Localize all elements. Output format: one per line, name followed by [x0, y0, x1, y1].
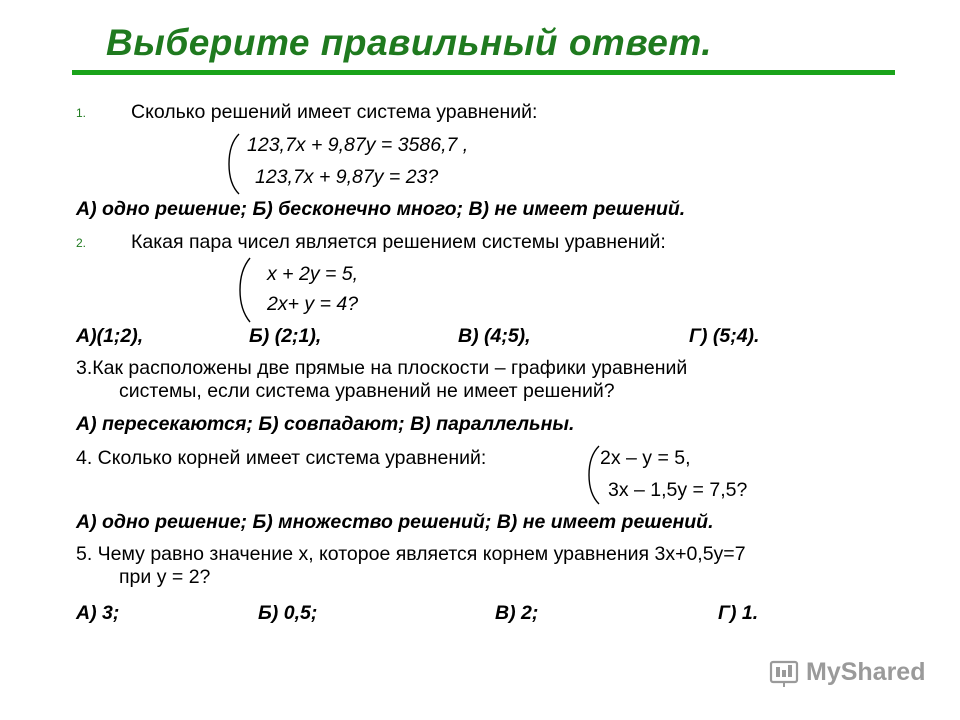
q4-equation-1: 2х – у = 5, [600, 447, 691, 469]
q4-answers: А) одно решение; Б) множество решений; В) не имеет решений. [76, 511, 714, 533]
q2-system-brace [237, 256, 251, 324]
q2-equation-1: х + 2у = 5, [267, 263, 359, 285]
title-underline [72, 70, 895, 75]
slide-title: Выберите правильный ответ. [106, 22, 713, 63]
q1-system-brace [226, 132, 240, 196]
q5-answer-a: А) 3; [76, 602, 120, 624]
q5-answer-c: В) 2; [495, 602, 539, 624]
q5-text-line-2: при у = 2? [119, 566, 211, 588]
q5-text-line-1: 5. Чему равно значение х, которое является корнем уравнения 3х+0,5у=7 [76, 543, 746, 565]
q5-answer-d: Г) 1. [718, 602, 759, 624]
q3-text-line-2: системы, если система уравнений не имеет решений? [119, 380, 615, 402]
q2-answer-c: В) (4;5), [458, 325, 531, 347]
q3-text-line-1: 3.Как расположены две прямые на плоскости – графики уравнений [76, 357, 688, 379]
q2-number: 2. [76, 236, 87, 250]
q1-number: 1. [76, 106, 87, 120]
q4-system-brace [586, 444, 600, 506]
q3-answers: А) пересекаются; Б) совпадают; В) параллельны. [76, 413, 575, 435]
myshared-watermark: MyShared [806, 658, 926, 686]
q4-equation-2: 3х – 1,5у = 7,5? [608, 479, 748, 501]
q4-text: 4. Сколько корней имеет система уравнений: [76, 447, 487, 469]
q2-text: Какая пара чисел является решением системы уравнений: [131, 231, 666, 253]
q2-equation-2: 2х+ у = 4? [267, 293, 359, 315]
q5-answer-b: Б) 0,5; [258, 602, 318, 624]
q1-answers: А) одно решение; Б) бесконечно много; В) не имеет решений. [76, 198, 686, 220]
myshared-logo-icon [768, 656, 804, 690]
q2-answer-b: Б) (2;1), [249, 325, 322, 347]
q2-answer-a: А)(1;2), [76, 325, 144, 347]
q1-equation-1: 123,7х + 9,87у = 3586,7 , [247, 134, 469, 156]
q1-equation-2: 123,7х + 9,87у = 23? [255, 166, 439, 188]
q2-answer-d: Г) (5;4). [689, 325, 760, 347]
q1-text: Сколько решений имеет система уравнений: [131, 101, 538, 123]
